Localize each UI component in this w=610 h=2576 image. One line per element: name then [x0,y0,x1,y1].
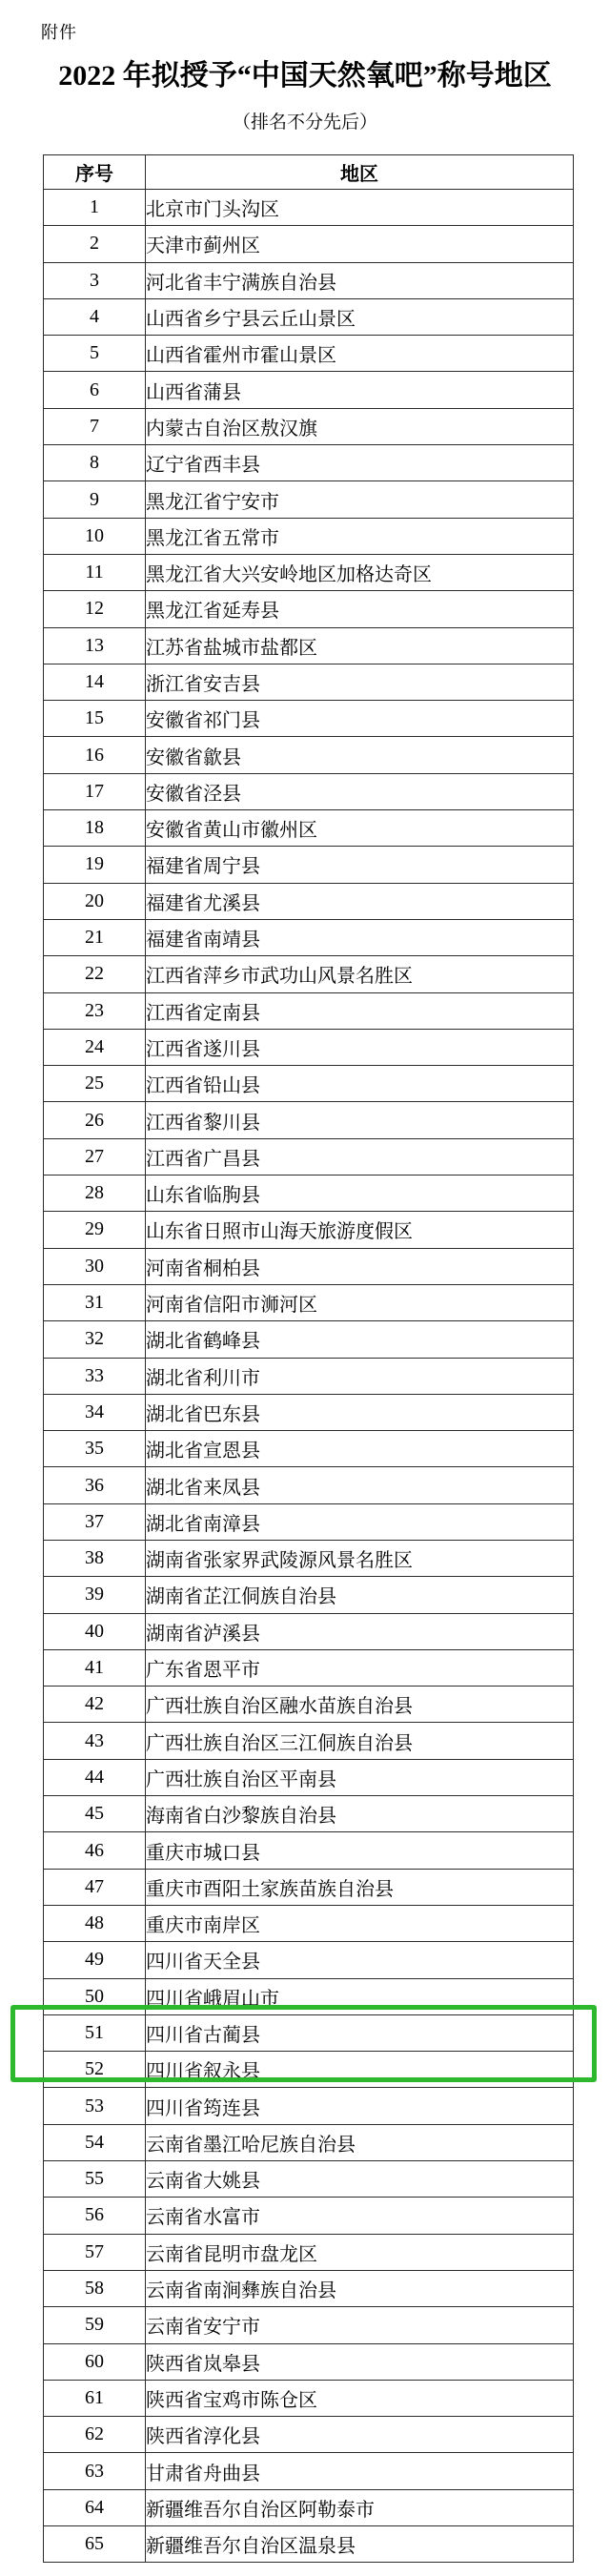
table-row [44,190,574,226]
table-row [44,1066,574,1102]
table-row [44,1176,574,1212]
row-region-cell: 江西省黎川县 [146,1102,574,1138]
row-region-cell: 重庆市酉阳土家族苗族自治县 [146,1869,574,1905]
table-row [44,1358,574,1394]
row-index-cell: 5 [44,336,146,372]
table-row [44,2234,574,2270]
row-index-cell: 19 [44,847,146,883]
row-region-cell: 云南省水富市 [146,2198,574,2234]
row-index-cell: 38 [44,1540,146,1576]
row-region-cell: 天津市蓟州区 [146,226,574,262]
row-index-cell: 15 [44,701,146,737]
row-region-cell: 四川省筠连县 [146,2088,574,2124]
row-index-cell: 34 [44,1394,146,1430]
row-region-cell: 江苏省盐城市盐都区 [146,627,574,664]
table-row [44,1503,574,1540]
row-region-cell: 河北省丰宁满族自治县 [146,262,574,298]
row-index-cell: 33 [44,1358,146,1394]
table-row [44,1869,574,1905]
table-row [44,1138,574,1175]
row-region-cell: 陕西省岚皋县 [146,2343,574,2380]
row-region-cell: 黑龙江省延寿县 [146,591,574,627]
table-row [44,445,574,481]
table-row [44,627,574,664]
table-row [44,1284,574,1320]
row-index-cell: 24 [44,1029,146,1065]
row-index-cell: 54 [44,2124,146,2160]
table-row [44,2307,574,2343]
table-row [44,1540,574,1576]
row-region-cell: 广西壮族自治区三江侗族自治县 [146,1723,574,1759]
row-index-cell: 11 [44,554,146,590]
table-row [44,2198,574,2234]
table-row [44,737,574,773]
table-row [44,2014,574,2051]
table-row [44,773,574,809]
row-region-cell: 云南省墨江哈尼族自治县 [146,2124,574,2160]
row-index-cell: 35 [44,1431,146,1467]
table-row [44,1467,574,1503]
table-row [44,554,574,590]
row-region-cell: 江西省萍乡市武功山风景名胜区 [146,956,574,992]
row-index-cell: 50 [44,1978,146,2014]
row-region-cell: 北京市门头沟区 [146,190,574,226]
row-region-cell: 黑龙江省大兴安岭地区加格达奇区 [146,554,574,590]
row-index-cell: 53 [44,2088,146,2124]
table-row [44,1978,574,2014]
row-index-cell: 28 [44,1176,146,1212]
row-index-cell: 14 [44,664,146,700]
row-region-cell: 四川省天全县 [146,1942,574,1978]
page-title: 2022 年拟授予“中国天然氧吧”称号地区 [58,60,552,92]
table-row [44,992,574,1029]
row-index-cell: 62 [44,2417,146,2453]
table-row [44,1723,574,1759]
row-index-cell: 6 [44,372,146,408]
row-index-cell: 30 [44,1248,146,1284]
row-index-cell: 61 [44,2380,146,2416]
row-region-cell: 陕西省宝鸡市陈仓区 [146,2380,574,2416]
row-index-cell: 43 [44,1723,146,1759]
row-index-cell: 56 [44,2198,146,2234]
row-region-cell: 福建省周宁县 [146,847,574,883]
table-row [44,956,574,992]
row-index-cell: 47 [44,1869,146,1905]
table-row [44,1321,574,1358]
row-index-cell: 8 [44,445,146,481]
row-region-cell: 海南省白沙黎族自治县 [146,1796,574,1832]
row-region-cell: 云南省大姚县 [146,2161,574,2198]
row-region-cell: 广西壮族自治区平南县 [146,1759,574,1795]
row-index-cell: 13 [44,627,146,664]
row-index-cell: 25 [44,1066,146,1102]
table-row [44,1905,574,1941]
row-index-cell: 51 [44,2014,146,2051]
table-row [44,2453,574,2489]
row-region-cell: 甘肃省舟曲县 [146,2453,574,2489]
table-row [44,883,574,919]
row-region-cell: 新疆维吾尔自治区阿勒泰市 [146,2489,574,2525]
row-region-cell: 湖北省来凤县 [146,1467,574,1503]
row-index-cell: 31 [44,1284,146,1320]
table-row [44,1759,574,1795]
row-region-cell: 四川省叙永县 [146,2052,574,2088]
row-region-cell: 江西省铅山县 [146,1066,574,1102]
table-row [44,1102,574,1138]
row-region-cell: 湖北省鹤峰县 [146,1321,574,1358]
row-region-cell: 云南省昆明市盘龙区 [146,2234,574,2270]
row-index-cell: 36 [44,1467,146,1503]
row-index-cell: 10 [44,518,146,554]
row-region-cell: 重庆市城口县 [146,1832,574,1869]
row-index-cell: 40 [44,1613,146,1649]
row-region-cell: 广西壮族自治区融水苗族自治县 [146,1687,574,1723]
table-row [44,701,574,737]
row-region-cell: 江西省定南县 [146,992,574,1029]
row-index-cell: 63 [44,2453,146,2489]
row-region-cell: 福建省尤溪县 [146,883,574,919]
row-region-cell: 四川省古蔺县 [146,2014,574,2051]
attachment-label: 附件 [41,23,77,42]
row-index-cell: 4 [44,298,146,335]
row-index-cell: 27 [44,1138,146,1175]
table-row [44,226,574,262]
table-row [44,2343,574,2380]
row-index-cell: 65 [44,2526,146,2563]
row-index-cell: 26 [44,1102,146,1138]
row-index-cell: 55 [44,2161,146,2198]
row-index-cell: 7 [44,408,146,444]
row-index-cell: 46 [44,1832,146,1869]
table-row [44,2124,574,2160]
row-index-cell: 57 [44,2234,146,2270]
row-index-cell: 52 [44,2052,146,2088]
table-row [44,2489,574,2525]
table-row [44,810,574,847]
table-row [44,1649,574,1686]
row-region-cell: 辽宁省西丰县 [146,445,574,481]
row-index-cell: 1 [44,190,146,226]
row-index-cell: 22 [44,956,146,992]
table-row [44,372,574,408]
row-region-cell: 福建省南靖县 [146,919,574,955]
table-row [44,2270,574,2306]
table-row [44,1431,574,1467]
table-row [44,2088,574,2124]
row-region-cell: 江西省遂川县 [146,1029,574,1065]
row-region-cell: 湖北省南漳县 [146,1503,574,1540]
row-index-cell: 60 [44,2343,146,2380]
table-row [44,1796,574,1832]
table-row [44,481,574,518]
table-row [44,2526,574,2563]
table-row [44,664,574,700]
row-region-cell: 新疆维吾尔自治区温泉县 [146,2526,574,2563]
regions-table [43,154,574,2563]
row-index-cell: 23 [44,992,146,1029]
row-index-cell: 58 [44,2270,146,2306]
row-region-cell: 江西省广昌县 [146,1138,574,1175]
table-header-row [44,155,574,190]
row-region-cell: 河南省信阳市浉河区 [146,1284,574,1320]
row-region-cell: 湖南省芷江侗族自治县 [146,1577,574,1613]
row-index-cell: 48 [44,1905,146,1941]
row-index-cell: 49 [44,1942,146,1978]
row-region-cell: 安徽省黄山市徽州区 [146,810,574,847]
row-region-cell: 黑龙江省宁安市 [146,481,574,518]
row-index-cell: 45 [44,1796,146,1832]
row-region-cell: 四川省峨眉山市 [146,1978,574,2014]
row-region-cell: 浙江省安吉县 [146,664,574,700]
row-index-cell: 44 [44,1759,146,1795]
row-index-cell: 20 [44,883,146,919]
row-region-cell: 广东省恩平市 [146,1649,574,1686]
table-row [44,1394,574,1430]
row-index-cell: 21 [44,919,146,955]
row-index-cell: 9 [44,481,146,518]
table-row [44,919,574,955]
row-region-cell: 黑龙江省五常市 [146,518,574,554]
row-region-cell: 安徽省祁门县 [146,701,574,737]
row-index-cell: 16 [44,737,146,773]
row-index-cell: 41 [44,1649,146,1686]
row-region-cell: 山西省乡宁县云丘山景区 [146,298,574,335]
row-index-cell: 59 [44,2307,146,2343]
table-row [44,336,574,372]
table-row [44,591,574,627]
row-index-cell: 17 [44,773,146,809]
row-region-cell: 山东省日照市山海天旅游度假区 [146,1212,574,1248]
page-subtitle: （排名不分先后） [232,112,377,133]
row-region-cell: 湖南省张家界武陵源风景名胜区 [146,1540,574,1576]
row-region-cell: 河南省桐柏县 [146,1248,574,1284]
table-row [44,1613,574,1649]
row-region-cell: 湖南省泸溪县 [146,1613,574,1649]
row-index-cell: 3 [44,262,146,298]
row-region-cell: 山西省蒲县 [146,372,574,408]
row-index-cell: 32 [44,1321,146,1358]
row-index-cell: 37 [44,1503,146,1540]
row-index-cell: 12 [44,591,146,627]
table-row [44,408,574,444]
row-region-cell: 湖北省宣恩县 [146,1431,574,1467]
table-row [44,1029,574,1065]
table-header-region: 地区 [146,155,574,190]
table-row [44,2380,574,2416]
row-region-cell: 云南省南涧彝族自治县 [146,2270,574,2306]
row-index-cell: 42 [44,1687,146,1723]
table-row [44,2161,574,2198]
row-region-cell: 山东省临朐县 [146,1176,574,1212]
row-region-cell: 陕西省淳化县 [146,2417,574,2453]
row-index-cell: 18 [44,810,146,847]
row-region-cell: 安徽省歙县 [146,737,574,773]
row-region-cell: 山西省霍州市霍山景区 [146,336,574,372]
row-index-cell: 39 [44,1577,146,1613]
table-row [44,518,574,554]
table-header-index: 序号 [44,155,146,190]
table-row [44,298,574,335]
table-row [44,1577,574,1613]
table-row [44,262,574,298]
row-region-cell: 重庆市南岸区 [146,1905,574,1941]
table-body [44,190,574,2563]
row-region-cell: 云南省安宁市 [146,2307,574,2343]
table-row [44,847,574,883]
row-region-cell: 内蒙古自治区敖汉旗 [146,408,574,444]
table-row [44,1942,574,1978]
row-region-cell: 湖北省巴东县 [146,1394,574,1430]
table-row [44,2417,574,2453]
table-row [44,1248,574,1284]
row-region-cell: 安徽省泾县 [146,773,574,809]
table-row [44,1832,574,1869]
table-row [44,1687,574,1723]
row-index-cell: 2 [44,226,146,262]
row-index-cell: 64 [44,2489,146,2525]
table-row [44,1212,574,1248]
table-row [44,2052,574,2088]
row-index-cell: 29 [44,1212,146,1248]
row-region-cell: 湖北省利川市 [146,1358,574,1394]
